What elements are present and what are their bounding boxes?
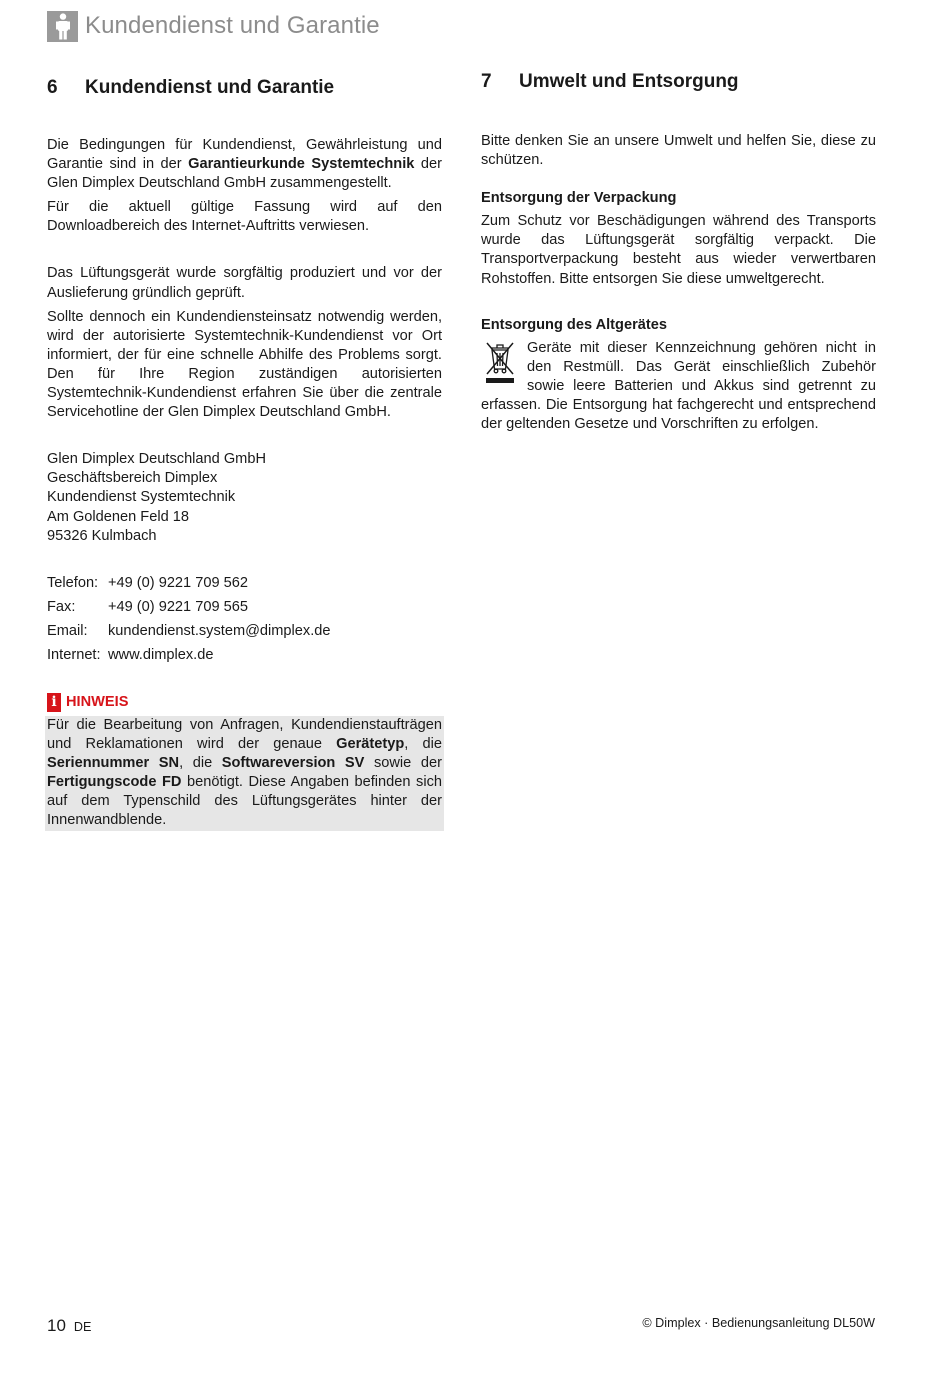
contact-value: +49 (0) 9221 709 565 xyxy=(108,598,248,615)
address-line: Am Goldenen Feld 18 xyxy=(47,508,189,525)
download-paragraph: Für die aktuell gültige Fassung wird auf den Downloadbereich des Internet-Auftritts verwiesen. xyxy=(47,199,442,235)
old-device-block xyxy=(481,339,876,434)
hinweis-header xyxy=(47,693,442,712)
quality-paragraph: Das Lüftungsgerät wurde sorgfältig produziert und vor der Auslieferung gründlich geprüft. xyxy=(47,265,442,301)
address-block xyxy=(47,450,442,545)
contact-row-phone xyxy=(47,574,442,598)
contact-row-email xyxy=(47,622,442,646)
old-device-paragraph: Geräte mit dieser Kennzeichnung gehören nicht in den Restmüll. Das Gerät einschließlich Zubehör sowie leere Batterien und Akkus sind getrennt zu erfassen. Die Entsorgung hat fachgerecht und entsprechend der geltenden Gesetze und Vorschriften zu erfolgen. xyxy=(481,339,876,433)
contact-value: +49 (0) 9221 709 562 xyxy=(108,574,248,591)
service-paragraph: Sollte dennoch ein Kundendiensteinsatz notwendig werden, wird der autorisierte Systemtechnik-Kundendienst vor Ort informiert, der für eine schnelle Abhilfe des Problems sorgt. Den für Ihre Region zuständigen autorisierten Systemtechnik-Kundendienst erfahren Sie über die zentrale Servicehotline der Glen Dimplex Deutschland GmbH. xyxy=(47,308,442,421)
text-span: benötigt. Diese Angaben befinden sich auf dem Typenschild des Lüftungsgerätes hinter der Innenwandblende. xyxy=(47,774,442,829)
person-icon xyxy=(47,11,78,42)
old-device-heading: Entsorgung des Altgerätes xyxy=(481,316,667,333)
text-span: der Glen Dimplex Deutschland GmbH zusammengestellt. xyxy=(47,156,442,192)
bold-span: Gerätetyp xyxy=(336,735,405,752)
address-line: Geschäftsbereich Dimplex xyxy=(47,470,218,487)
page-header xyxy=(47,10,380,42)
bold-span: Softwareversion SV xyxy=(221,754,365,771)
language-code: DE xyxy=(73,1320,92,1334)
contact-row-fax xyxy=(47,598,442,622)
section-7-title: Umwelt und Entsorgung xyxy=(519,71,739,92)
website-link[interactable]: www.dimplex.de xyxy=(108,646,214,663)
warranty-paragraph xyxy=(47,136,442,193)
section-7 xyxy=(481,70,876,434)
hinweis-box xyxy=(45,716,444,832)
text-span: , die xyxy=(404,735,442,752)
contact-row-internet xyxy=(47,646,442,670)
section-6-title: Kundendienst und Garantie xyxy=(85,77,335,98)
page-number: 10 xyxy=(47,1316,66,1335)
address-line: 95326 Kulmbach xyxy=(47,527,157,544)
bold-span: Seriennummer SN xyxy=(47,754,180,771)
crossed-out-wheelie-bin-icon xyxy=(481,339,519,385)
bold-span: Garantieurkunde Systemtechnik xyxy=(188,156,415,173)
email-link[interactable]: kundendienst.system@dimplex.de xyxy=(108,622,331,639)
header-title: Kundendienst und Garantie xyxy=(85,12,380,39)
contact-label: Internet: xyxy=(47,646,101,663)
info-icon: i xyxy=(47,693,61,712)
section-6-number: 6 xyxy=(47,77,58,98)
packaging-paragraph: Zum Schutz vor Beschädigungen während des Transports wurde das Lüftungsgerät sorgfältig verpackt. Die Transportverpackung besteht aus wieder verwertbaren Rohstoffen. Bitte entsorgen Sie diese umweltgerecht. xyxy=(481,213,876,287)
contact-label: Telefon: xyxy=(47,574,99,591)
text-span: , die xyxy=(179,754,222,771)
contact-label: Email: xyxy=(47,622,88,639)
footer-left xyxy=(47,1316,91,1336)
packaging-heading: Entsorgung der Verpackung xyxy=(481,190,677,207)
bold-span: Fertigungscode FD xyxy=(47,774,182,791)
address-line: Glen Dimplex Deutschland GmbH xyxy=(47,451,266,468)
contact-label: Fax: xyxy=(47,598,76,615)
text-span: Die Bedingungen für Kundendienst, Gewährleistung und Garantie sind in der xyxy=(47,137,442,173)
address-line: Kundendienst Systemtechnik xyxy=(47,489,236,506)
section-6 xyxy=(47,76,442,831)
text-span: sowie der xyxy=(364,754,442,771)
environment-intro: Bitte denken Sie an unsere Umwelt und helfen Sie, diese zu schützen. xyxy=(481,133,876,169)
section-6-heading xyxy=(47,76,442,100)
section-7-heading xyxy=(481,70,876,94)
hinweis-text xyxy=(47,716,442,831)
hinweis-title: HINWEIS xyxy=(66,693,129,710)
text-span: Für die Bearbeitung von Anfragen, Kundendienstaufträgen und Reklamationen wird der genaue xyxy=(47,716,442,752)
footer-copyright: © Dimplex · Bedienungsanleitung DL50W xyxy=(642,1316,875,1330)
section-7-number: 7 xyxy=(481,71,492,92)
contact-block xyxy=(47,574,442,670)
